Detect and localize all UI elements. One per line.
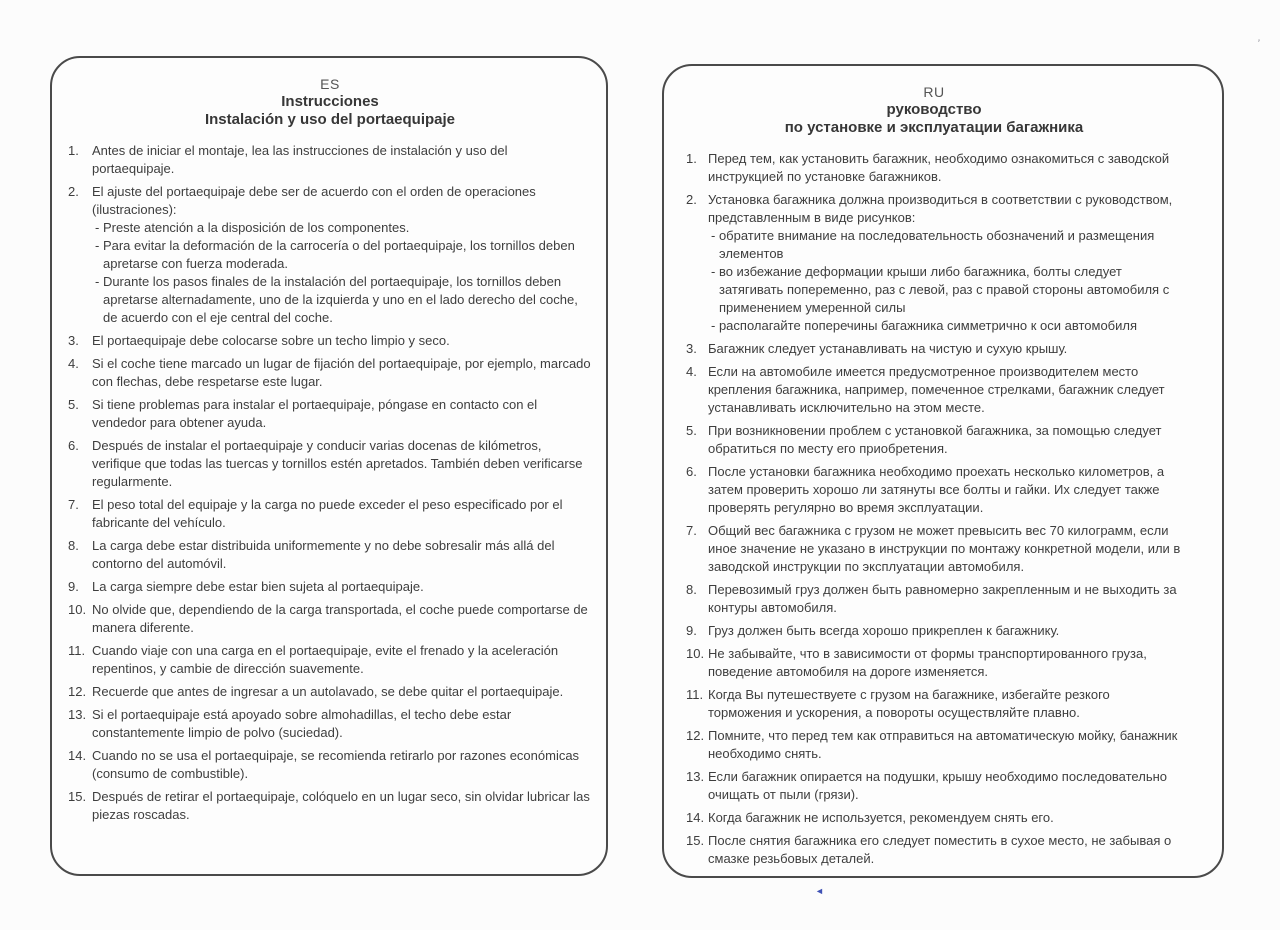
item-main-text: El portaequipaje debe colocarse sobre un techo limpio y seco. (92, 333, 450, 348)
item-text (92, 437, 592, 491)
item-number: 13. (68, 707, 87, 722)
item-number: 9. (686, 623, 697, 638)
item-subpoint: - во избежание деформации крыши либо багажника, болты следует затягивать попеременно, раз с левой, раз с правой стороны автомобиля с применением умеренной силы (711, 264, 1170, 315)
instruction-item (686, 809, 1182, 827)
item-text (92, 642, 592, 678)
item-number: 15. (686, 833, 705, 848)
instruction-item (686, 422, 1182, 458)
instruction-list-ru (686, 150, 1182, 868)
item-number: 1. (68, 143, 79, 158)
panel-header-ru (686, 83, 1182, 137)
item-text (708, 522, 1182, 576)
instruction-item (68, 496, 592, 532)
item-number: 6. (686, 464, 697, 479)
item-number: 13. (686, 769, 705, 784)
item-main-text: Багажник следует устанавливать на чистую и сухую крышу. (708, 341, 1068, 356)
panel-subtitle-es: Instalación y uso del portaequipaje (204, 111, 456, 128)
item-text (92, 601, 592, 637)
item-text (92, 578, 592, 596)
item-main-text: Recuerde que antes de ingresar a un autolavado, se debe quitar el portaequipaje. (92, 684, 564, 699)
item-main-text: Cuando no se usa el portaequipaje, se recomienda retirarlo por razones económicas (consumo de combustible). (92, 748, 580, 781)
item-subpoint: - Para evitar la deformación de la carrocería o del portaequipaje, los tornillos deben apretarse con fuerza moderada. (95, 238, 575, 271)
item-number: 5. (68, 397, 79, 412)
instruction-item (686, 463, 1182, 517)
instruction-item (68, 355, 592, 391)
instruction-item (68, 578, 592, 596)
item-text (92, 788, 592, 824)
item-number: 8. (68, 538, 79, 553)
instructions-panel-ru (662, 64, 1224, 878)
item-number: 5. (686, 423, 697, 438)
scan-artifact-speck: ’ (1255, 37, 1261, 51)
item-text (708, 340, 1182, 358)
instruction-item (686, 727, 1182, 763)
item-text (708, 622, 1182, 640)
item-number: 4. (68, 356, 79, 371)
instruction-item (68, 642, 592, 678)
instruction-item (68, 142, 592, 178)
item-main-text: Si el portaequipaje está apoyado sobre almohadillas, el techo debe estar constantemente limpio de polvo (suciedad). (92, 707, 512, 740)
instructions-panel-es (50, 56, 608, 876)
item-main-text: Después de retirar el portaequipaje, colóquelo en un lugar seco, sin olvidar lubricar las piezas roscadas. (92, 789, 590, 822)
scan-artifact-blue-mark: ◄ (815, 886, 824, 896)
item-text (92, 683, 592, 701)
instruction-item (686, 340, 1182, 358)
item-main-text: Груз должен быть всегда хорошо прикреплен к багажнику. (708, 623, 1060, 638)
item-number: 2. (68, 184, 79, 199)
item-number: 1. (686, 151, 697, 166)
instruction-item (68, 332, 592, 350)
item-number: 14. (686, 810, 705, 825)
item-main-text: La carga debe estar distribuida uniformemente y no debe sobresalir más allá del contorno del automóvil. (92, 538, 555, 571)
item-main-text: Когда багажник не используется, рекомендуем снять его. (708, 810, 1054, 825)
panel-subtitle-ru: по установке и эксплуатации багажника (784, 119, 1084, 136)
instruction-item (686, 581, 1182, 617)
item-number: 3. (686, 341, 697, 356)
item-main-text: После установки багажника необходимо проехать несколько километров, а затем проверить хорошо ли затянуты все болты и гайки. Их следует также проверять регулярно во время эксплуатации. (708, 464, 1165, 515)
item-text (708, 463, 1182, 517)
item-text (708, 581, 1182, 617)
item-number: 10. (68, 602, 87, 617)
panel-title-ru: руководство (886, 101, 982, 118)
item-main-text: Antes de iniciar el montaje, lea las instrucciones de instalación y uso del portaequipaje. (92, 143, 508, 176)
item-text (92, 537, 592, 573)
item-text (708, 363, 1182, 417)
item-main-text: Cuando viaje con una carga en el portaequipaje, evite el frenado y la aceleración repentinos, y cambie de dirección suavemente. (92, 643, 559, 676)
item-main-text: Не забывайте, что в зависимости от формы транспортированного груза, поведение автомобиля на дороге изменяется. (708, 646, 1147, 679)
item-main-text: Когда Вы путешествуете с грузом на багажнике, избегайте резкого торможения и ускорения, а повороты осуществляйте плавно. (708, 687, 1110, 720)
item-subpoint: - располагайте поперечины багажника симметрично к оси автомобиля (711, 318, 1138, 333)
item-text (92, 142, 592, 178)
item-main-text: No olvide que, dependiendo de la carga transportada, el coche puede comportarse de manera diferente. (92, 602, 588, 635)
item-main-text: Si el coche tiene marcado un lugar de fijación del portaequipaje, por ejemplo, marcado con flechas, debe respetarse este lugar. (92, 356, 591, 389)
item-subpoint: - Durante los pasos finales de la instalación del portaequipaje, los tornillos deben apretarse alternadamente, uno de la izquierda y uno en el lado derecho del coche, de acuerdo con el eje central del coche. (95, 274, 578, 325)
item-number: 3. (68, 333, 79, 348)
instruction-item (68, 183, 592, 327)
item-text (708, 727, 1182, 763)
item-number: 7. (68, 497, 79, 512)
item-main-text: Установка багажника должна производиться в соответствии с руководством, представленным в виде рисунков: (708, 192, 1173, 225)
item-text (708, 422, 1182, 458)
item-text (92, 183, 592, 327)
item-number: 6. (68, 438, 79, 453)
panel-title-es: Instrucciones (281, 93, 379, 110)
instruction-item (68, 706, 592, 742)
item-main-text: Общий вес багажника с грузом не может превысить вес 70 килограмм, если иное значение не указано в инструкции по монтажу конкретной модели, или в заводской инструкции по эксплуатации автомобиля. (708, 523, 1181, 574)
item-number: 2. (686, 192, 697, 207)
item-number: 7. (686, 523, 697, 538)
item-subpoint: - Preste atención a la disposición de los componentes. (95, 220, 410, 235)
item-text (708, 191, 1182, 335)
item-text (708, 686, 1182, 722)
item-main-text: Después de instalar el portaequipaje y conducir varias docenas de kilómetros, verifique que todas las tuercas y tornillos estén apretados. También deben verificarse regularmente. (92, 438, 583, 489)
item-text (92, 706, 592, 742)
instruction-item (68, 396, 592, 432)
item-text (708, 150, 1182, 186)
item-text (92, 355, 592, 391)
panel-header-es (68, 75, 592, 129)
item-main-text: El ajuste del portaequipaje debe ser de acuerdo con el orden de operaciones (ilustraciones): (92, 184, 536, 217)
item-main-text: Если на автомобиле имеется предусмотренное производителем место крепления багажника, например, помеченное стрелками, багажник следует устанавливать исключительно на этом месте. (708, 364, 1165, 415)
item-number: 12. (68, 684, 87, 699)
instruction-item (686, 363, 1182, 417)
item-main-text: После снятия багажника его следует поместить в сухое место, не забывая о смазке резьбовых деталей. (708, 833, 1172, 866)
instruction-item (686, 622, 1182, 640)
instruction-item (68, 437, 592, 491)
instruction-item (686, 191, 1182, 335)
item-main-text: При возникновении проблем с установкой багажника, за помощью следует обратиться по месту его приобретения. (708, 423, 1162, 456)
item-main-text: Помните, что перед тем как отправиться на автоматическую мойку, банажник необходимо снять. (708, 728, 1178, 761)
item-main-text: Перед тем, как установить багажник, необходимо ознакомиться с заводской инструкцией по установке багажников. (708, 151, 1170, 184)
item-number: 11. (68, 643, 86, 658)
item-text (708, 645, 1182, 681)
language-code-ru: RU (923, 84, 945, 100)
item-number: 8. (686, 582, 697, 597)
item-main-text: La carga siempre debe estar bien sujeta al portaequipaje. (92, 579, 424, 594)
item-text (92, 496, 592, 532)
item-main-text: Si tiene problemas para instalar el portaequipaje, póngase en contacto con el vendedor para obtener ayuda. (92, 397, 538, 430)
item-number: 9. (68, 579, 79, 594)
instruction-item (68, 601, 592, 637)
language-code-es: ES (320, 76, 340, 92)
item-number: 10. (686, 646, 705, 661)
item-text (708, 809, 1182, 827)
item-text (92, 332, 592, 350)
instruction-item (686, 768, 1182, 804)
instruction-list-es (68, 142, 592, 824)
item-text (92, 396, 592, 432)
item-text (708, 832, 1182, 868)
instruction-item (686, 645, 1182, 681)
instruction-item (68, 747, 592, 783)
item-text (92, 747, 592, 783)
instruction-item (686, 150, 1182, 186)
item-number: 15. (68, 789, 87, 804)
instruction-item (686, 522, 1182, 576)
instruction-item (68, 537, 592, 573)
item-subpoint: - обратите внимание на последовательность обозначений и размещения элементов (711, 228, 1155, 261)
item-text (708, 768, 1182, 804)
item-number: 11. (686, 687, 704, 702)
instruction-item (686, 832, 1182, 868)
instruction-item (68, 683, 592, 701)
item-main-text: El peso total del equipaje y la carga no puede exceder el peso especificado por el fabricante del vehículo. (92, 497, 563, 530)
item-number: 12. (686, 728, 705, 743)
instruction-item (68, 788, 592, 824)
item-number: 14. (68, 748, 87, 763)
item-main-text: Перевозимый груз должен быть равномерно закрепленным и не выходить за контуры автомобиля. (708, 582, 1177, 615)
item-number: 4. (686, 364, 697, 379)
instruction-item (686, 686, 1182, 722)
item-main-text: Если багажник опирается на подушки, крышу необходимо последовательно очищать от пыли (грязи). (708, 769, 1167, 802)
